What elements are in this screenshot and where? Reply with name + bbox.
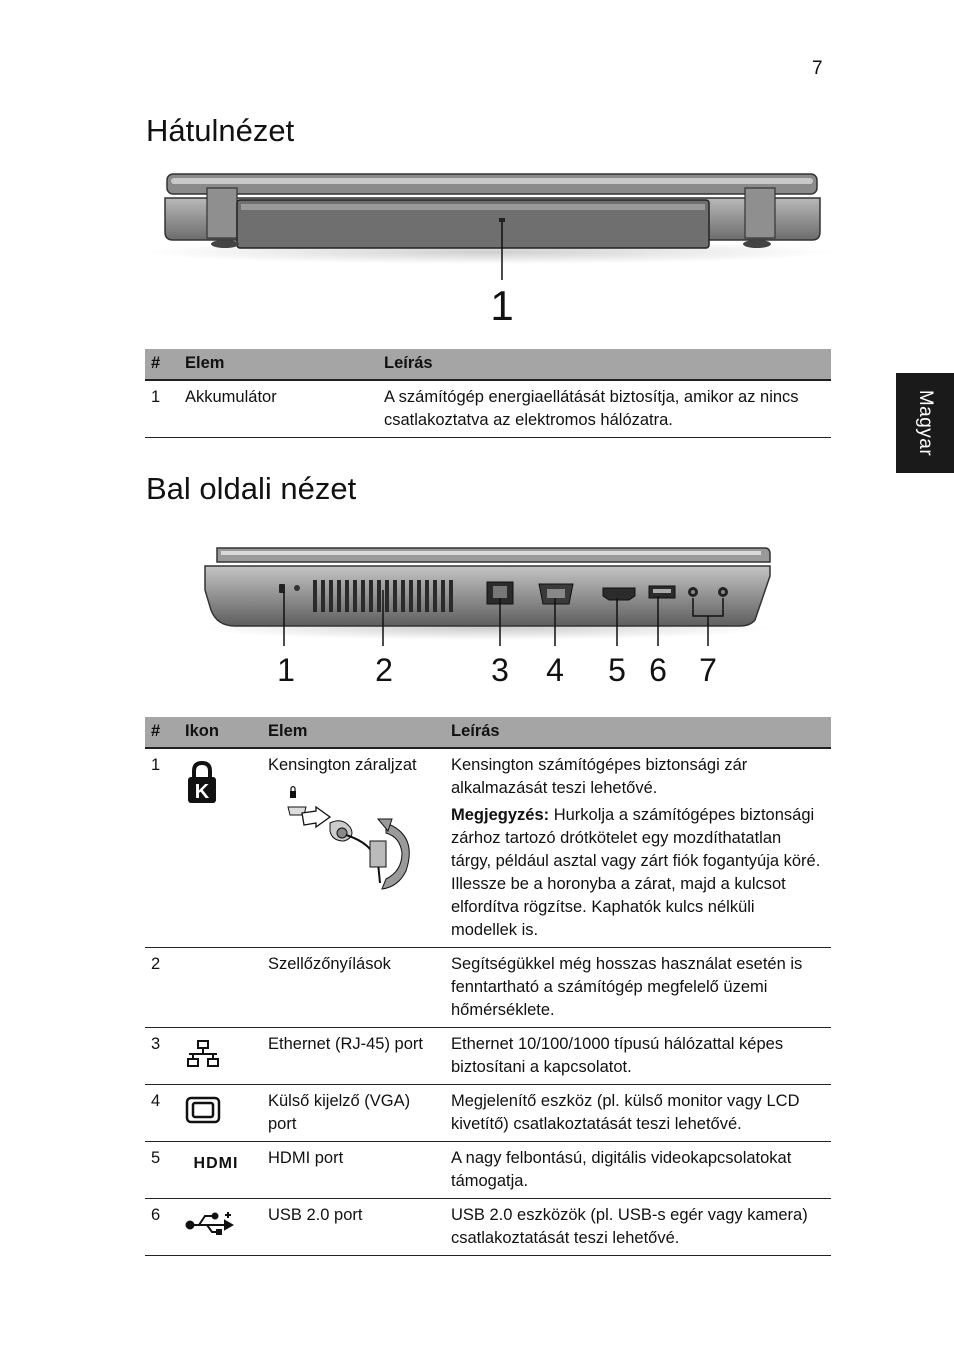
row-number: 1	[145, 748, 179, 948]
col-header-item: Elem	[262, 717, 445, 748]
note-label: Megjegyzés:	[451, 806, 550, 824]
usb-icon	[185, 1210, 235, 1236]
language-tab	[896, 373, 954, 473]
row-item: Kensington záraljzat	[268, 756, 417, 774]
rear-view-table	[145, 349, 831, 438]
ethernet-icon	[185, 1039, 221, 1069]
left-callout-4: 4	[546, 652, 564, 688]
row-number: 1	[145, 380, 179, 438]
col-header-icon: Ikon	[179, 717, 262, 748]
table-row	[145, 1142, 831, 1199]
hdmi-icon-text: HDMI	[193, 1155, 239, 1171]
left-callout-6: 6	[649, 652, 667, 688]
col-header-num: #	[145, 717, 179, 748]
row-description: A számítógép energiaellátását biztosítja, amikor az nincs csatlakoztatva az elektromos hálózatra.	[378, 380, 831, 438]
row-description: Ethernet 10/100/1000 típusú hálózattal képes biztosítani a kapcsolatot.	[445, 1028, 831, 1085]
col-header-description: Leírás	[378, 349, 831, 380]
rear-callout-1: 1	[490, 282, 514, 329]
hdmi-icon	[185, 1153, 247, 1171]
col-header-item: Elem	[179, 349, 378, 380]
row-note	[451, 804, 825, 942]
row-item: USB 2.0 port	[262, 1199, 445, 1256]
page-number: 7	[812, 58, 823, 79]
row-item: Akkumulátor	[179, 380, 378, 438]
table-row	[145, 380, 831, 438]
rear-view-heading: Hátulnézet	[146, 113, 295, 148]
vga-icon	[185, 1096, 221, 1124]
col-header-description: Leírás	[445, 717, 831, 748]
row-item: HDMI port	[262, 1142, 445, 1199]
row-description: A nagy felbontású, digitális videokapcsolatokat támogatja.	[445, 1142, 831, 1199]
row-number: 5	[145, 1142, 179, 1199]
left-callout-7: 7	[699, 652, 717, 688]
row-description: Kensington számítógépes biztonsági zár alkalmazását teszi lehetővé.	[451, 756, 748, 797]
row-number: 2	[145, 948, 179, 1028]
kensington-icon-letter: K	[194, 781, 210, 803]
note-text: Hurkolja a számítógépes biztonsági zárhoz tartozó drótkötelet egy mozdíthatatlan tárgy, például asztal vagy zárt fiók fogantyúja köré. Illessze be a horonyba a zárat, majd a kulcsot elfordítva rögzítse. Kaphatók kulcs nélküli modellek is.	[451, 806, 821, 939]
table-row	[145, 1028, 831, 1085]
row-description: Megjelenítő eszköz (pl. külső monitor vagy LCD kivetítő) csatlakoztatását teszi lehetővé.	[445, 1085, 831, 1142]
kensington-lock-icon	[185, 760, 219, 804]
left-callout-5: 5	[608, 652, 626, 688]
table-row	[145, 948, 831, 1028]
rear-view-laptop-image	[145, 170, 835, 330]
kensington-lock-illustration	[282, 783, 422, 893]
table-row	[145, 748, 831, 948]
language-tab-label: Magyar	[915, 389, 936, 457]
table-row	[145, 1199, 831, 1256]
row-number: 6	[145, 1199, 179, 1256]
row-item: Külső kijelző (VGA) port	[262, 1085, 445, 1142]
left-view-heading: Bal oldali nézet	[146, 471, 357, 506]
left-callout-3: 3	[491, 652, 509, 688]
left-callout-1: 1	[277, 652, 295, 688]
row-number: 3	[145, 1028, 179, 1085]
table-row	[145, 1085, 831, 1142]
row-description: Segítségükkel még hosszas használat esetén is fenntartható a számítógép megfelelő üzemi hőmérséklete.	[445, 948, 831, 1028]
row-item: Ethernet (RJ-45) port	[262, 1028, 445, 1085]
left-view-table	[145, 717, 831, 1256]
row-description: USB 2.0 eszközök (pl. USB-s egér vagy kamera) csatlakoztatását teszi lehetővé.	[445, 1199, 831, 1256]
left-view-laptop-image	[195, 540, 785, 690]
row-number: 4	[145, 1085, 179, 1142]
row-item: Szellőzőnyílások	[262, 948, 445, 1028]
empty-icon-cell	[179, 948, 262, 1028]
left-callout-2: 2	[375, 652, 393, 688]
col-header-num: #	[145, 349, 179, 380]
